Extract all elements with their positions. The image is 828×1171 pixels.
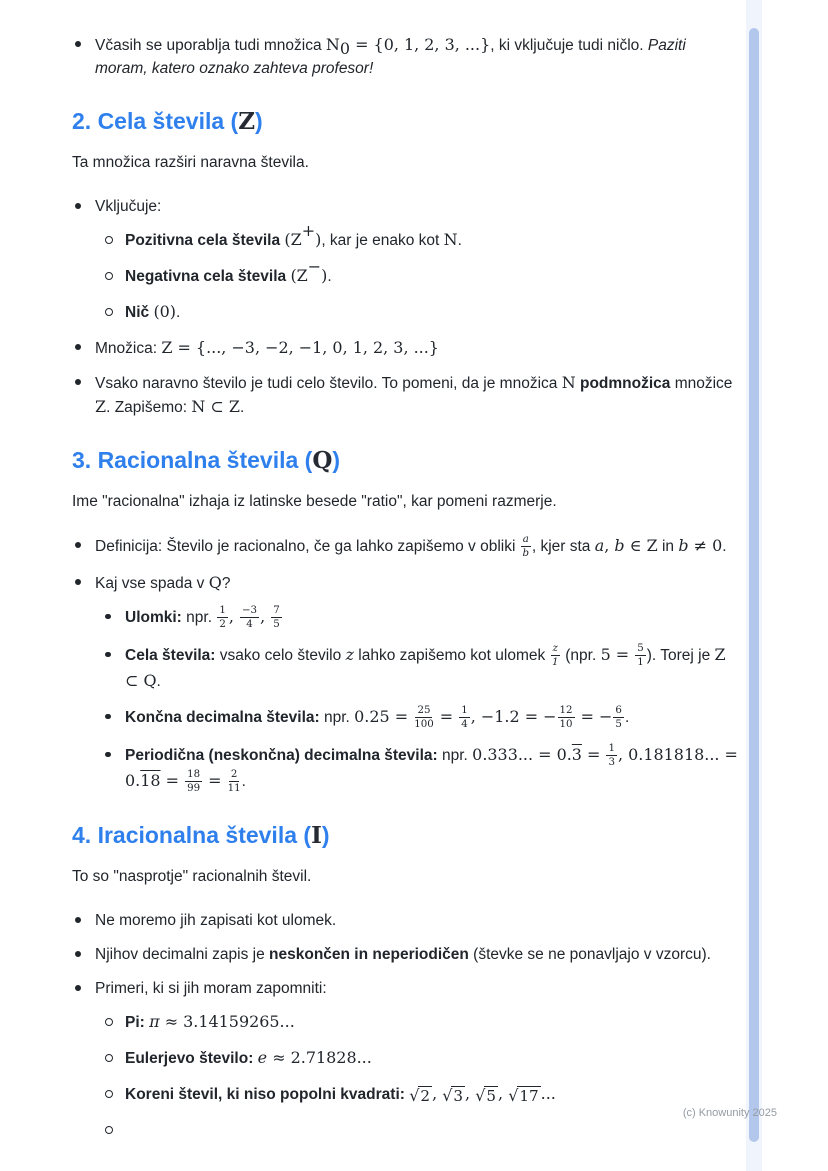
list-item bbox=[72, 943, 738, 966]
list-item bbox=[102, 1046, 738, 1070]
rationals-lead bbox=[72, 490, 738, 513]
list-item bbox=[102, 1010, 738, 1034]
list-item bbox=[72, 977, 738, 1124]
list-item-text: Negativna cela števila (Z−). bbox=[125, 257, 332, 285]
list-item bbox=[72, 571, 738, 795]
list-item-text: Včasih se uporablja tudi množica $N_0 = \{0$, 1, 2, 3, ...}, ki vključuje tudi ničlo. Paziti moram, katero oznako zahteva profesor! bbox=[95, 35, 686, 77]
integers-includes-sublist bbox=[102, 221, 738, 324]
list-item bbox=[72, 909, 738, 932]
rationals-list bbox=[72, 534, 738, 794]
list-item-text: Definicija: Število je racionalno, če ga lahko zapišemo v obliki $\frac{a}{b}$ , kjer sta a, b ∈ Z in b ≠ 0. bbox=[95, 534, 727, 560]
list-item-text: Vključuje: bbox=[95, 198, 162, 215]
paragraph-text: Ta množica razširi naravna števila. bbox=[72, 154, 309, 171]
heading-rationals bbox=[72, 445, 738, 476]
irrationals-list bbox=[72, 909, 738, 1124]
heading-text: 3. Racionalna števila (Q) bbox=[72, 447, 341, 474]
list-item bbox=[72, 336, 738, 360]
heading-text: 4. Iracionalna števila (I) bbox=[72, 822, 330, 850]
integers-list bbox=[72, 195, 738, 419]
list-item-text: Pi: π ≈ 3.14159265... bbox=[125, 1012, 295, 1032]
list-item-text: Vsako naravno število je tudi celo število. To pomeni, da je množica N podmnožica množice Z. Zapišemo: N ⊂ Z. bbox=[95, 373, 733, 416]
list-item bbox=[102, 605, 738, 631]
list-item bbox=[102, 221, 738, 252]
list-item bbox=[102, 300, 738, 324]
intro-list bbox=[72, 33, 738, 80]
list-item-text: Ulomki: npr. $\frac{1}{2}$ , $\frac{-3}{4}$ , $\frac{7}{5}$ bbox=[125, 604, 280, 631]
list-item-text: Kaj vse spada v Q? bbox=[95, 572, 231, 592]
list-item bbox=[102, 705, 738, 731]
list-item-text: Pozitivna cela števila (Z+), kar je enako kot N. bbox=[125, 221, 462, 249]
irrationals-lead bbox=[72, 865, 738, 888]
rationals-sublist bbox=[102, 605, 738, 795]
list-item bbox=[102, 643, 738, 693]
list-item bbox=[72, 33, 738, 80]
irrationals-examples-sublist bbox=[102, 1010, 738, 1124]
list-item bbox=[72, 195, 738, 324]
heading-irrationals bbox=[72, 820, 738, 851]
list-item bbox=[102, 743, 738, 795]
list-item-text: Končna decimalna števila: npr. 0.25 = $\frac{25}{100}$ = $\frac{1}{4}$ , −1.2 = − $\frac{12}{10}$ = − $\frac{6}{5}$ . bbox=[125, 704, 630, 731]
footer-credit: (c) Knowunity 2025 bbox=[682, 1107, 777, 1119]
list-item-text: Cela števila: vsako celo število z lahko zapišemo kot ulomek $\frac{z}{1}$ (npr. 5 = $\frac{5}{1}$ ). Torej je Z ⊂ Q. bbox=[125, 642, 726, 690]
integers-lead bbox=[72, 151, 738, 174]
list-item-text: Primeri, ki si jih moram zapomniti: bbox=[95, 980, 327, 998]
list-item bbox=[102, 257, 738, 288]
paragraph-text: Ime "racionalna" izhaja iz latinske besede "ratio", kar pomeni razmerje. bbox=[72, 493, 557, 510]
list-item-text: Nič (0). bbox=[125, 302, 181, 321]
heading-integers bbox=[72, 106, 738, 137]
paragraph-text: To so "nasprotje" racionalnih števil. bbox=[72, 868, 312, 886]
list-item-text: Koreni števil, ki niso popolni kvadrati: √ 2 , √ 3 , √ 5 , √ 17 ... bbox=[125, 1084, 556, 1106]
list-item bbox=[72, 534, 738, 560]
list-item-text: Periodična (neskončna) decimalna števila: npr. 0.333... = 0.3 = $\frac{1}{3}$ , 0.181818... = 0.18 = $\frac{18}{99}$ = $\frac{2}{11}$ . bbox=[125, 742, 738, 794]
list-item-text: Njihov decimalni zapis je neskončen in neperiodičen (števke se ne ponavljajo v vzorcu). bbox=[95, 946, 711, 964]
scrollbar-thumb[interactable] bbox=[749, 28, 759, 1142]
list-item-partial bbox=[102, 1118, 738, 1124]
list-item-text: Eulerjevo število: e ≈ 2.71828... bbox=[125, 1048, 372, 1068]
heading-text: 2. Cela števila (Z) bbox=[72, 108, 263, 135]
list-item bbox=[72, 371, 738, 419]
list-item bbox=[102, 1082, 738, 1106]
list-item-text: Ne moremo jih zapisati kot ulomek. bbox=[95, 912, 337, 930]
list-item-text: Množica: Z = {..., −3, −2, −1, 0, 1, 2, 3, ...} bbox=[95, 338, 439, 357]
